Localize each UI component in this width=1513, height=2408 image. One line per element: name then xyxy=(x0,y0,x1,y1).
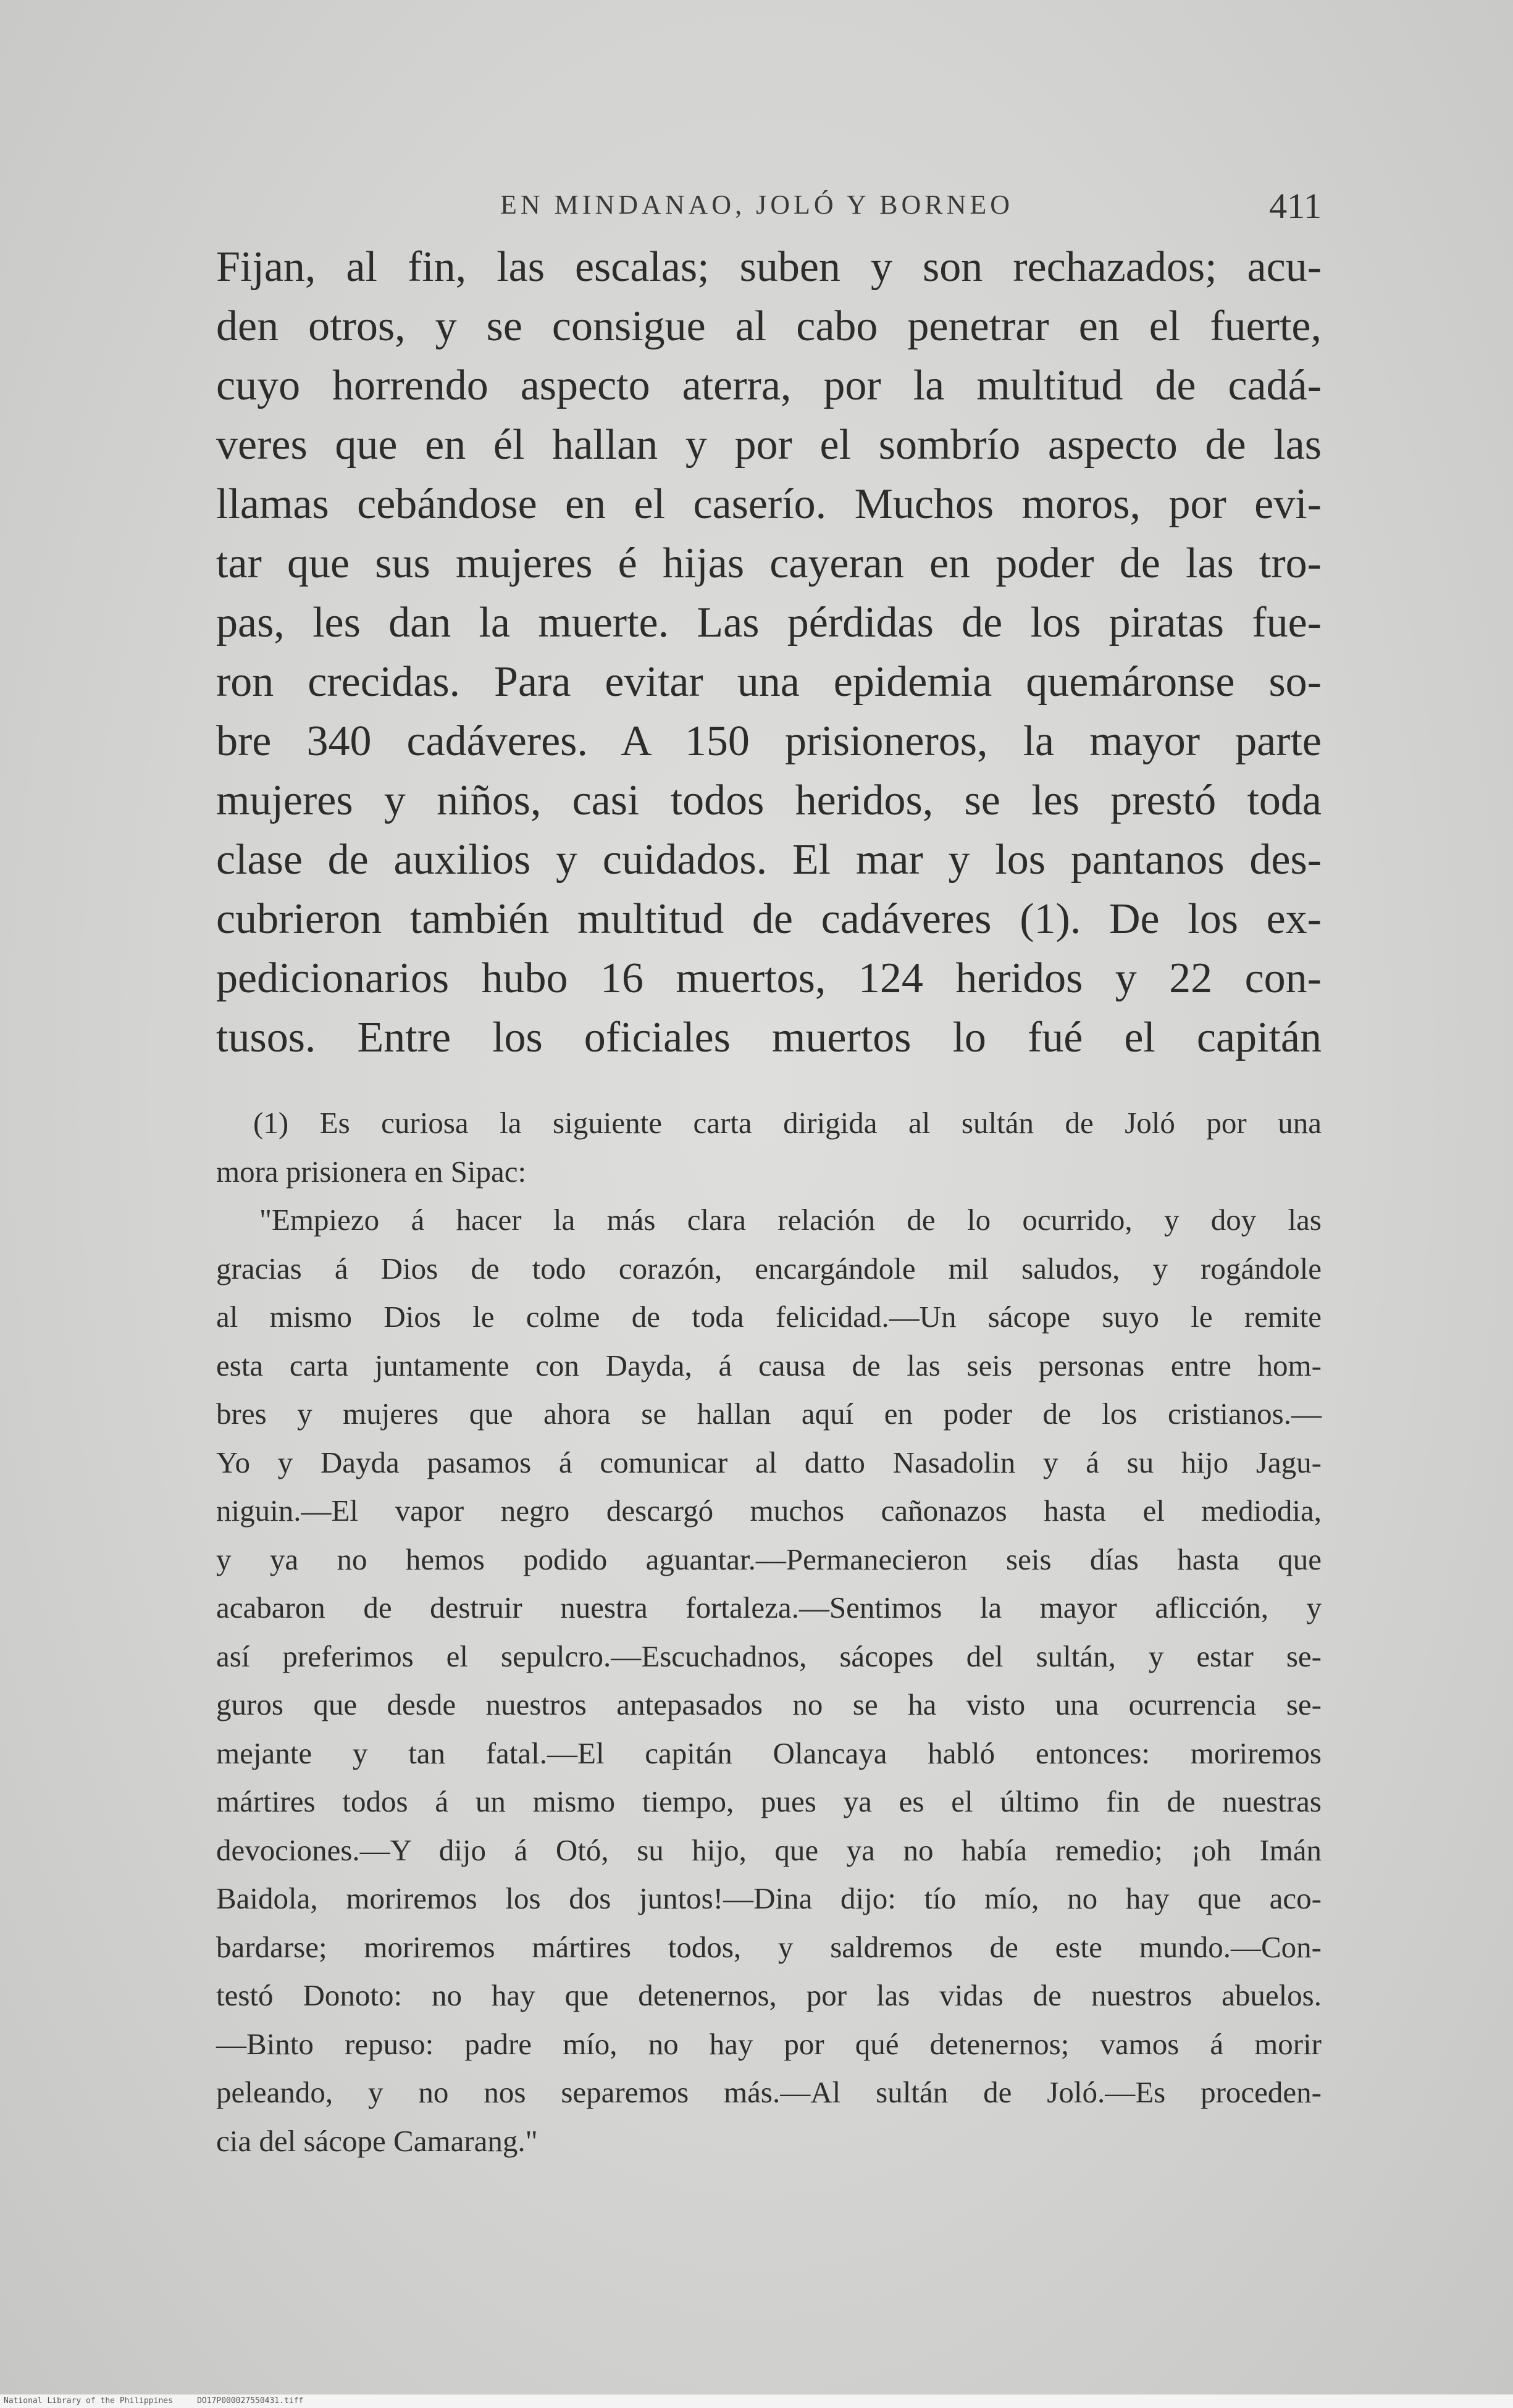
footnote-line: Baidola, moriremos los dos juntos!—Dina dijo: tío mío, no hay que aco- xyxy=(216,1881,1322,1915)
footnote-line: gracias á Dios de todo corazón, encargándole mil saludos, y rogándole xyxy=(216,1251,1322,1286)
body-line: den otros, y se consigue al cabo penetrar en el fuerte, xyxy=(216,303,1322,350)
body-line: tar que sus mujeres é hijas cayeran en poder de las tro- xyxy=(216,540,1322,587)
running-head xyxy=(432,185,1340,235)
body-line: tusos. Entre los oficiales muertos lo fué el capitán xyxy=(216,1014,1322,1061)
footnote-line: "Empiezo á hacer la más clara relación de lo ocurrido, y doy las xyxy=(259,1203,1322,1237)
footnote-line: bres y mujeres que ahora se hallan aquí en poder de los cristianos.— xyxy=(216,1397,1322,1431)
page-number: 411 xyxy=(1269,186,1322,226)
body-line: clase de auxilios y cuidados. El mar y los pantanos des- xyxy=(216,836,1322,884)
body-line: llamas cebándose en el caserío. Muchos moros, por evi- xyxy=(216,480,1322,528)
body-line: pedicionarios hubo 16 muertos, 124 heridos y 22 con- xyxy=(216,955,1322,1002)
body-line: ron crecidas. Para evitar una epidemia quemáronse so- xyxy=(216,658,1322,706)
body-line: mujeres y niños, casi todos heridos, se les prestó toda xyxy=(216,777,1322,824)
footnote-line: esta carta juntamente con Dayda, á causa de las seis personas entre hom- xyxy=(216,1348,1322,1382)
footnote-line: peleando, y no nos separemos más.—Al sultán de Joló.—Es proceden- xyxy=(216,2075,1322,2109)
footnote-line: —Binto repuso: padre mío, no hay por qué detenernos; vamos á morir xyxy=(216,2026,1322,2061)
body-line: cubrieron también multitud de cadáveres (1). De los ex- xyxy=(216,895,1322,943)
footnote-line: acabaron de destruir nuestra fortaleza.—Sentimos la mayor aflicción, y xyxy=(216,1591,1322,1624)
body-line: cuyo horrendo aspecto aterra, por la multitud de cadá- xyxy=(216,362,1322,409)
footnote-line: (1) Es curiosa la siguiente carta dirigida al sultán de Joló por una xyxy=(253,1106,1322,1140)
scan-footer-text: National Library of the Philippines DO17P000027550431.tiff xyxy=(4,2396,304,2406)
scan-footer-strip xyxy=(0,2394,1513,2408)
body-line: Fijan, al fin, las escalas; suben y son rechazados; acu- xyxy=(216,243,1322,291)
footnote-line: mártires todos á un mismo tiempo, pues ya es el último fin de nuestras xyxy=(216,1784,1322,1818)
footnote-line: y ya no hemos podido aguantar.—Permanecieron seis días hasta que xyxy=(216,1542,1322,1576)
footnote-line: al mismo Dios le colme de toda felicidad.—Un sácope suyo le remite xyxy=(216,1300,1322,1334)
footnote-line: Yo y Dayda pasamos á comunicar al datto Nasadolin y á su hijo Jagu- xyxy=(216,1445,1322,1479)
footnote-line: cia del sácope Camarang." xyxy=(216,2123,538,2158)
body-line: veres que en él hallan y por el sombrío aspecto de las xyxy=(216,421,1322,469)
body-line: pas, les dan la muerte. Las pérdidas de los piratas fue- xyxy=(216,599,1322,646)
footnote-line: guros que desde nuestros antepasados no se ha visto una ocurrencia se- xyxy=(216,1687,1322,1721)
footnote-line: bardarse; moriremos mártires todos, y saldremos de este mundo.—Con- xyxy=(216,1929,1322,1964)
footnote-line: mejante y tan fatal.—El capitán Olancaya habló entonces: moriremos xyxy=(216,1736,1322,1770)
footnote-line: testó Donoto: no hay que detenernos, por las vidas de nuestros abuelos. xyxy=(216,1978,1322,2012)
footnote-line: devociones.—Y dijo á Otó, su hijo, que ya no había remedio; ¡oh Imán xyxy=(216,1833,1322,1867)
running-title: EN MINDANAO, JOLÓ Y BORNEO xyxy=(500,190,1014,220)
footnote-line: así preferimos el sepulcro.—Escuchadnos, sácopes del sultán, y estar se- xyxy=(216,1639,1322,1673)
footnote-line: mora prisionera en Sipac: xyxy=(216,1154,527,1189)
footnote xyxy=(216,1099,1322,2165)
footnote-line: niguin.—El vapor negro descargó muchos cañonazos hasta el mediodia, xyxy=(216,1494,1322,1528)
body-text xyxy=(216,238,1322,1068)
body-line: bre 340 cadáveres. A 150 prisioneros, la mayor parte xyxy=(216,717,1322,765)
